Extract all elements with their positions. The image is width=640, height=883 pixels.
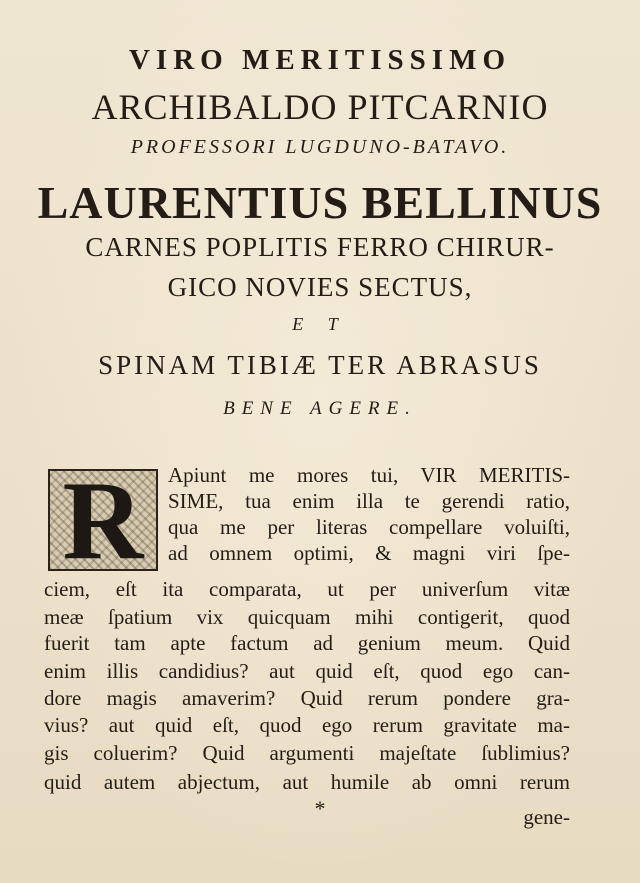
body-line: ciem, eſt ita comparata, ut per univerſum vitæ xyxy=(44,577,570,601)
signature-mark: * xyxy=(314,796,326,821)
body-line: fuerit tam apte factum ad genium meum. Quid xyxy=(44,631,570,655)
body-line: meæ ſpatium vix quicquam mihi contigerit, quod xyxy=(44,605,570,629)
catchword: gene- xyxy=(523,805,570,829)
body-line: SIME, tua enim illa te gerendi ratio, xyxy=(168,489,570,513)
title-line-8: SPINAM TIBIÆ TER ABRASUS xyxy=(98,350,542,380)
dedication-line-3: PROFESSORI LUGDUNO-BATAVO. xyxy=(130,136,510,158)
body-line: quid autem abjectum, aut humile ab omni rerum xyxy=(44,770,570,794)
title-line-9: BENE AGERE. xyxy=(223,398,417,419)
body-line: ad omnem optimi, & magni viri ſpe- xyxy=(168,541,570,565)
body-line: gis coluerim? Quid argumenti majeſtate ſublimius? xyxy=(44,741,570,765)
title-line-6: GICO NOVIES SECTUS, xyxy=(167,272,473,302)
body-line: enim illis candidius? aut quid eſt, quod ego can- xyxy=(44,659,570,683)
body-line: dore magis amaverim? Quid rerum pondere gra- xyxy=(44,686,570,710)
body-line: qua me per literas compellare voluiſti, xyxy=(168,515,570,539)
title-line-7: E T xyxy=(292,314,348,334)
drop-cap-letter: R xyxy=(62,469,144,571)
author-name: LAURENTIUS BELLINUS xyxy=(37,177,603,228)
title-line-5: CARNES POPLITIS FERRO CHIRUR- xyxy=(85,232,555,262)
body-line: vius? aut quid eſt, quod ego rerum gravitate ma- xyxy=(44,713,570,737)
decorated-initial xyxy=(48,469,158,571)
dedication-line-2: ARCHIBALDO PITCARNIO xyxy=(91,87,549,127)
body-line: Apiunt me mores tui, VIR MERITIS- xyxy=(168,463,570,487)
dedication-line-1: VIRO MERITISSIMO xyxy=(128,44,512,76)
